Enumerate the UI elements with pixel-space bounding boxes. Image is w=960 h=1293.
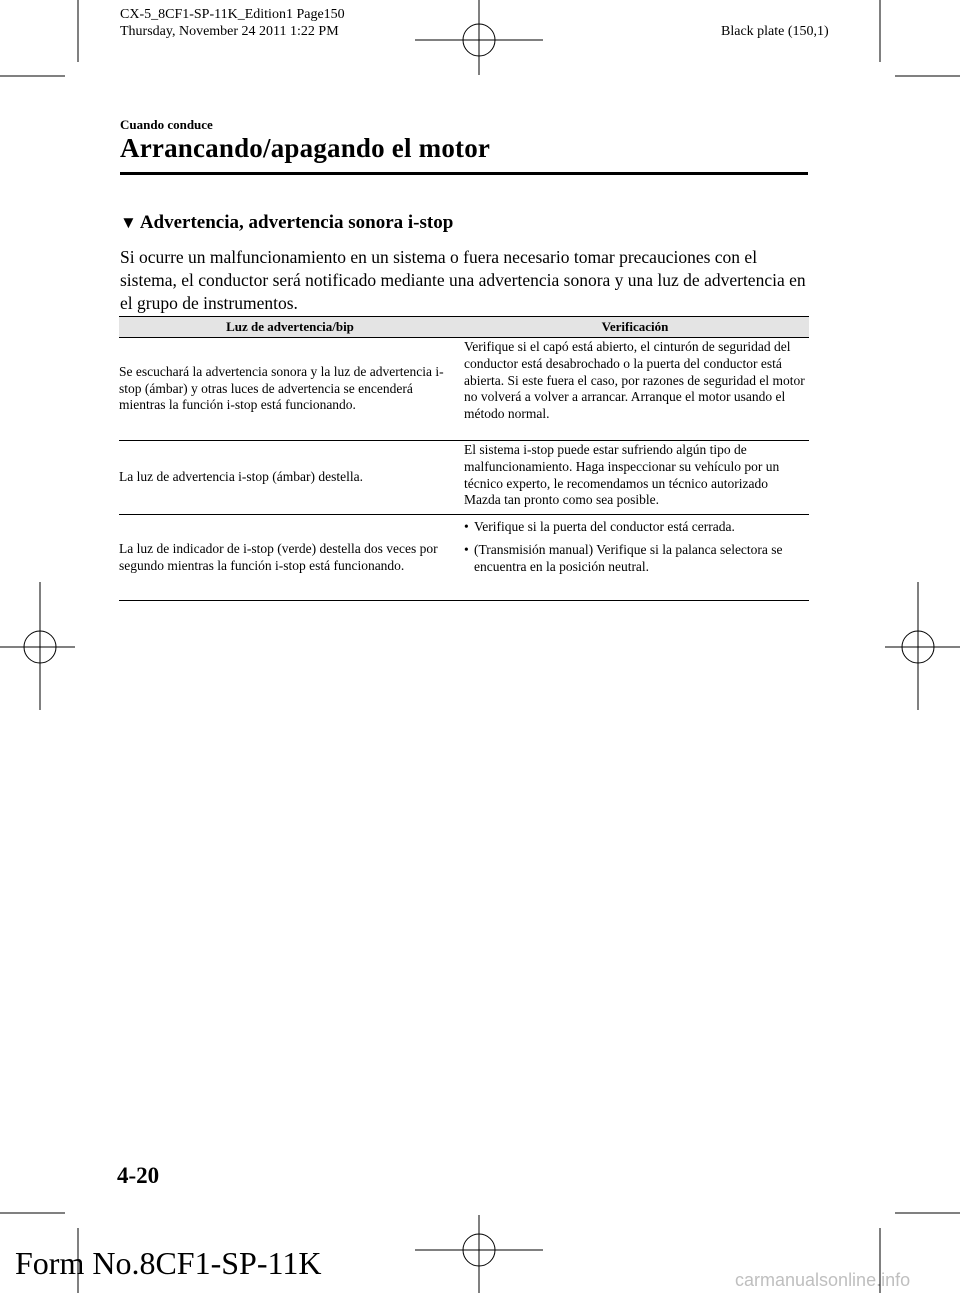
intro-paragraph: Si ocurre un malfuncionamiento en un sistema o fuera necesario tomar precauciones con el sistema, el conductor será notificado mediante una advertencia sonora y una luz de advertencia en el grupo de instrumentos. xyxy=(120,247,806,313)
print-job-info xyxy=(120,6,345,40)
chapter-label: Cuando conduce xyxy=(120,117,213,132)
form-number: Form No.8CF1-SP-11K xyxy=(15,1245,322,1281)
print-job-file: CX-5_8CF1-SP-11K_Edition1 Page150 xyxy=(120,7,345,22)
site-watermark: carmanualsonline.info xyxy=(735,1270,911,1290)
table-row xyxy=(119,515,809,601)
list-item: • Verifique si la puerta del conductor está cerrada. xyxy=(464,519,807,536)
check-cell: El sistema i-stop puede estar sufriendo algún tipo de malfuncionamiento. Haga inspeccionar su vehículo por un técnico experto, le recomendamos un técnico autorizado Mazda tan pronto como sea posible. xyxy=(461,441,809,515)
plate-label: Black plate (150,1) xyxy=(721,24,829,39)
table-row xyxy=(119,441,809,515)
check-cell: Verifique si el capó está abierto, el cinturón de seguridad del conductor está desabrochado o la puerta del conductor está abierta. Si este fuera el caso, por razones de seguridad el motor no volverá a volver a arrancar. Arranque el motor usando el método normal. xyxy=(461,338,809,441)
check-list xyxy=(464,519,807,575)
section-heading xyxy=(120,212,453,234)
column-header-check: Verificación xyxy=(461,317,809,338)
section-heading-text: Advertencia, advertencia sonora i-stop xyxy=(139,212,454,233)
title-rule xyxy=(120,172,808,175)
warning-cell: La luz de indicador de i-stop (verde) destella dos veces por segundo mientras la función i-stop está funcionando. xyxy=(119,515,461,601)
warning-cell: La luz de advertencia i-stop (ámbar) destella. xyxy=(119,441,461,515)
warning-table xyxy=(119,316,809,601)
check-cell xyxy=(461,515,809,601)
page-number: 4-20 xyxy=(117,1163,160,1188)
table-header-row xyxy=(119,317,809,338)
print-job-date: Thursday, November 24 2011 1:22 PM xyxy=(120,24,339,39)
page-title: Arrancando/apagando el motor xyxy=(120,133,491,163)
warning-cell: Se escuchará la advertencia sonora y la luz de advertencia i-stop (ámbar) y otras luces de advertencia se encenderá mientras la función i-stop está funcionando. xyxy=(119,338,461,441)
triangle-marker-icon: ▼ xyxy=(120,213,137,232)
list-item: • (Transmisión manual) Verifique si la palanca selectora se encuentra en la posición neutral. xyxy=(464,542,807,576)
column-header-warning: Luz de advertencia/bip xyxy=(119,317,461,338)
table-row xyxy=(119,338,809,441)
